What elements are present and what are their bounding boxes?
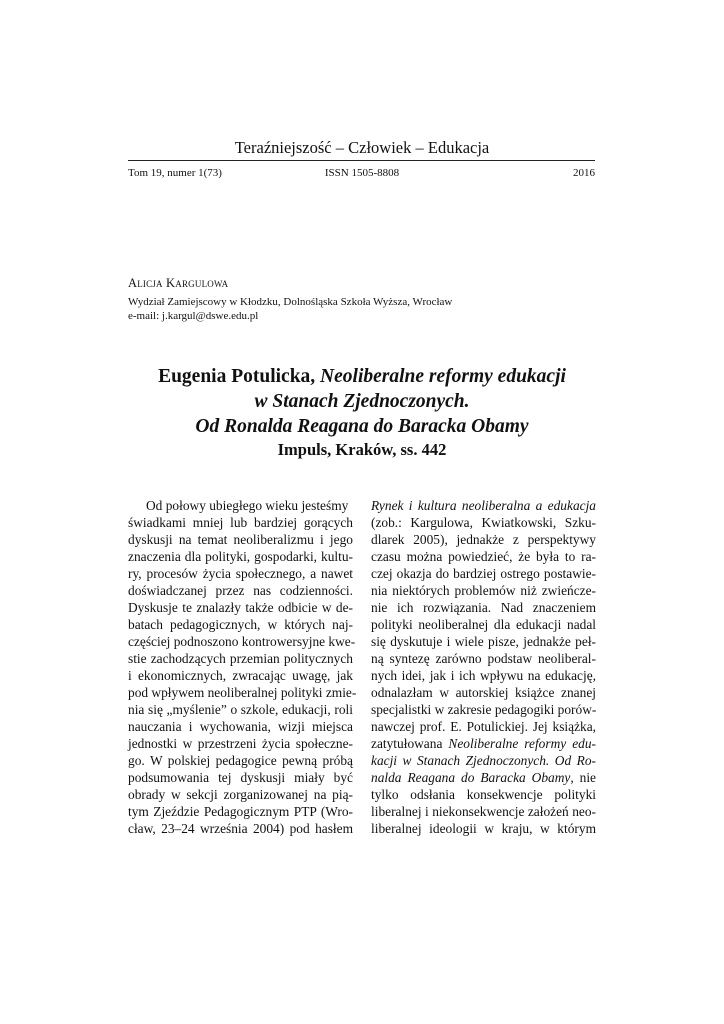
body-line: (zob.: Kargulowa, Kwiatkowski, Szku- bbox=[371, 515, 596, 530]
author-affiliation: Wydział Zamiejscowy w Kłodzku, Dolnośląska Szkoła Wyższa, Wrocław bbox=[128, 296, 453, 308]
body-line bbox=[371, 769, 596, 786]
book-title-part-3: Od Ronalda Reagana do Baracka Obamy bbox=[195, 416, 529, 437]
body-line: go. W polskiej pedagogice pewną próbą bbox=[128, 753, 353, 768]
body-line: nia niektórych problemów niż zwieńcze- bbox=[371, 583, 596, 598]
body-line: nych idei, jak i ich wpływu na edukację, bbox=[371, 668, 596, 683]
body-line: odnalazłam w autorskiej książce znanej bbox=[371, 685, 596, 700]
body-text-italic: Neoliberalne reformy edu- bbox=[448, 736, 596, 751]
body-line: częściej podnoszono kontrowersyjne kwe- bbox=[128, 634, 356, 649]
body-line: tym Zjeździe Pedagogicznym PTP (Wro- bbox=[128, 804, 353, 819]
body-line: się dyskutuje i wiele pisze, jednakże peł- bbox=[371, 634, 596, 649]
body-line: nia się „myślenie” o szkole, edukacji, roli bbox=[128, 702, 353, 717]
book-author: Eugenia Potulicka, bbox=[158, 366, 316, 387]
body-line: batach pedagogicznych, w których naj- bbox=[128, 617, 353, 632]
body-text-italic: nalda Reagana do Baracka Obamy bbox=[371, 770, 571, 785]
body-line: dyskusji na temat neoliberalizmu i jego bbox=[128, 532, 353, 547]
body-line: ną syntezę zarówno podstaw neoliberal- bbox=[371, 651, 596, 666]
body-line: czej okazja do bardziej ostrego postawie- bbox=[371, 566, 596, 581]
body-line: obrady w sekcji zorganizowanej na pią- bbox=[128, 787, 353, 802]
body-line: tylko odsłania konsekwencje polityki bbox=[371, 787, 596, 802]
body-line: nauczania i wychowania, wizji miejsca bbox=[128, 719, 353, 734]
body-line: nawczej prof. E. Potulickiej. Jej książka, bbox=[371, 719, 596, 734]
body-line: kacji w Stanach Zjednoczonych. Od Ro- bbox=[371, 753, 596, 768]
body-line: podsumowania tej dyskusji miały być bbox=[128, 770, 353, 785]
journal-title: Teraźniejszość – Człowiek – Edukacja bbox=[234, 138, 490, 157]
body-line: liberalnej i niekonsekwencje założeń neo- bbox=[371, 804, 596, 819]
publisher-info: Impuls, Kraków, ss. 442 bbox=[277, 440, 447, 459]
body-line: Rynek i kultura neoliberalna a edukacja bbox=[371, 498, 596, 513]
body-line: jednostki w przestrzeni życia społeczne- bbox=[128, 736, 353, 751]
body-line: Od połowy ubiegłego wieku jesteśmy bbox=[146, 498, 349, 513]
body-line: nie ich rozwiązania. Nad znaczeniem bbox=[371, 600, 596, 615]
body-line: i ekonomicznych, zwracając uwagę, jak bbox=[128, 668, 353, 683]
body-text: zatytułowana bbox=[371, 736, 449, 751]
body-line: polityki neoliberalnej dla edukacji nadal bbox=[371, 617, 596, 632]
author-name: Alicja Kargulowa bbox=[128, 276, 229, 290]
year: 2016 bbox=[573, 167, 595, 179]
body-line: świadkami mniej lub bardziej gorących bbox=[128, 515, 353, 530]
volume-info: Tom 19, numer 1(73) bbox=[128, 167, 222, 179]
book-title-part-1: Neoliberalne reformy edukacji bbox=[320, 366, 566, 387]
review-title bbox=[0, 364, 724, 439]
body-line: czasu można powiedzieć, że była to ra- bbox=[371, 549, 596, 564]
body-line: doświadczanej przez nas codzienności. bbox=[128, 583, 353, 598]
review-title-line-1 bbox=[0, 364, 724, 389]
author-email: e-mail: j.kargul@dswe.edu.pl bbox=[128, 310, 259, 322]
book-title-part-2: w Stanach Zjednoczonych. bbox=[254, 391, 470, 412]
body-text: , nie bbox=[570, 770, 597, 785]
body-line: stie zachodzących przemian politycznych bbox=[128, 651, 353, 666]
body-line: liberalnej ideologii w kraju, w którym bbox=[371, 821, 596, 836]
body-line: Dyskusje te znalazły także odbicie w de- bbox=[128, 600, 353, 615]
body-column-right bbox=[371, 497, 596, 837]
body-column-left bbox=[128, 497, 357, 837]
body-line: pod wpływem neoliberalnej polityki zmie- bbox=[128, 685, 357, 700]
body-line: cław, 23–24 września 2004) pod hasłem bbox=[128, 821, 353, 836]
body-line: dlarek 2005), jednakże z perspektywy bbox=[371, 532, 596, 547]
body-line: znaczenia dla polityki, gospodarki, kultu- bbox=[128, 549, 353, 564]
body-line bbox=[371, 735, 596, 752]
issn: ISSN 1505-8808 bbox=[324, 167, 400, 179]
body-line: ry, procesów życia społecznego, a nawet bbox=[128, 566, 353, 581]
body-line: specjalistki w zakresie pedagogiki porów- bbox=[371, 702, 597, 717]
header-rule bbox=[128, 160, 595, 161]
